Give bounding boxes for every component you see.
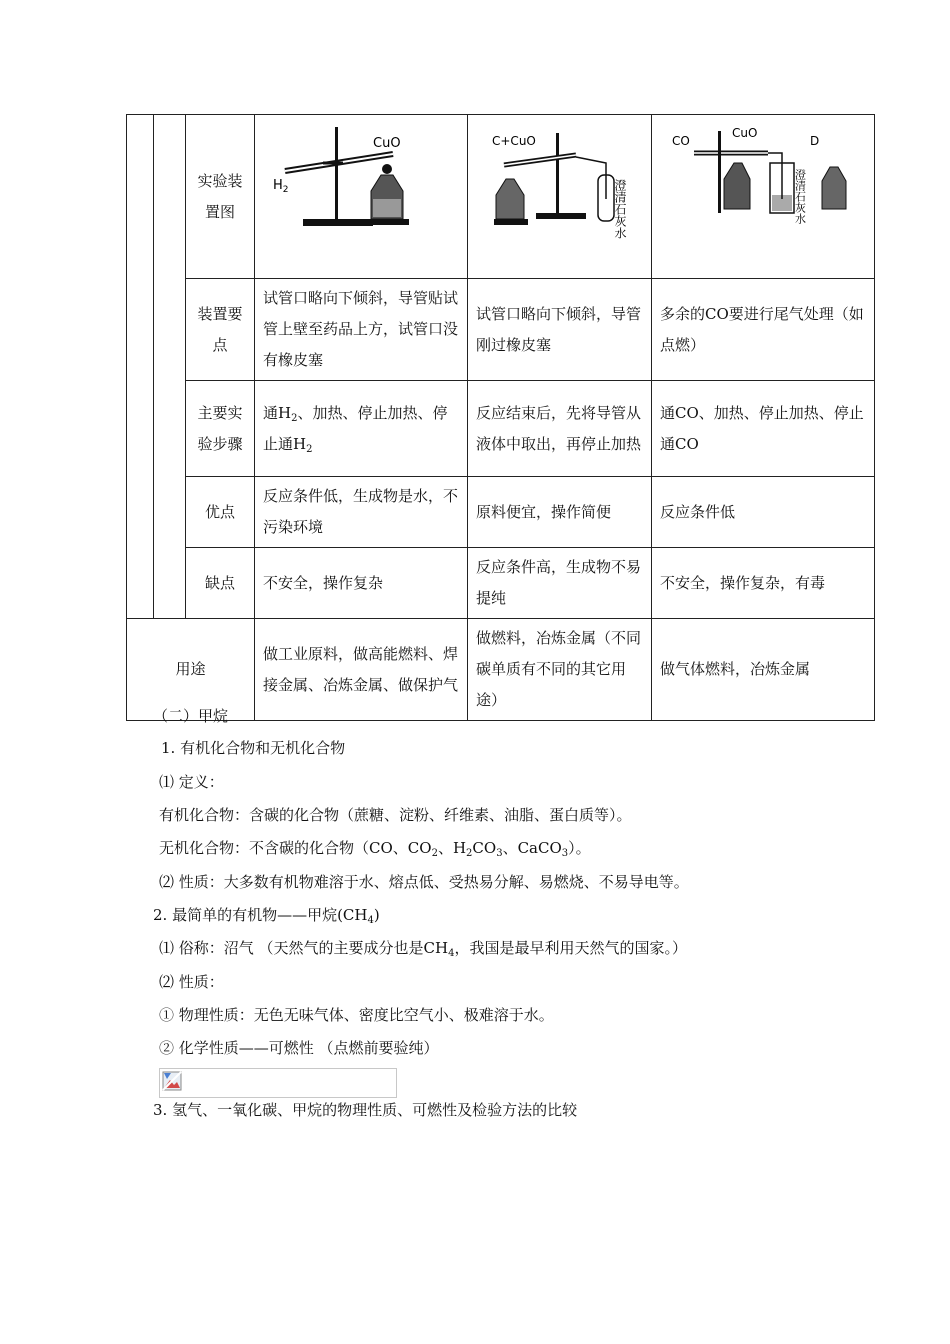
co-reduction-apparatus xyxy=(660,119,866,263)
co-limewater-label: 澄清石灰水 xyxy=(793,169,807,224)
cons-co: 不安全，操作复杂，有毒 xyxy=(652,548,875,619)
blank-col-2 xyxy=(154,115,186,619)
h2-cuo-label: CuO xyxy=(373,136,401,151)
co-apparatus-image xyxy=(652,115,875,279)
pros-co: 反应条件低 xyxy=(652,477,875,548)
chemical-properties: ② 化学性质——可燃性 （点燃前要验纯） xyxy=(159,1039,439,1057)
cons-c: 反应条件高，生成物不易提纯 xyxy=(468,548,652,619)
properties-line: ⑵ 性质：大多数有机物难溶于水、熔点低、受热易分解、易燃烧、不易导电等。 xyxy=(159,873,689,891)
alias-line: ⑴ 俗称：沼气 （天然气的主要成分也是$CH_4$，我国是最早利用天然气的国家。） xyxy=(159,939,687,959)
co-gas-label: CO xyxy=(672,134,690,148)
c-limewater-label: 澄清石灰水 xyxy=(613,179,627,239)
broken-image-icon xyxy=(162,1071,182,1091)
steps-c: 反应结束后，先将导管从液体中取出，再停止加热 xyxy=(468,381,652,477)
pros-c: 原料便宜，操作简便 xyxy=(468,477,652,548)
definition-label: ⑴ 定义： xyxy=(159,773,224,791)
c-cuo-label: C+CuO xyxy=(492,134,536,148)
row-label-setup: 装置要点 xyxy=(186,279,255,381)
h2-reduction-apparatus xyxy=(263,119,459,263)
physical-properties: ① 物理性质：无色无味气体、密度比空气小、极难溶于水。 xyxy=(159,1006,554,1024)
row-label-cons: 缺点 xyxy=(186,548,255,619)
c-apparatus-image xyxy=(468,115,652,279)
setup-co: 多余的CO要进行尾气处理（如点燃） xyxy=(652,279,875,381)
inorganic-definition: 无机化合物：不含碳的化合物（CO、$CO_2$、$H_2CO_3$、CaCO$_3$）。 xyxy=(159,839,591,859)
heading-2: 2. 最简单的有机物——甲烷$(CH_4)$ xyxy=(153,906,380,926)
row-label-steps: 主要实验步骤 xyxy=(186,381,255,477)
h2-apparatus-image xyxy=(255,115,468,279)
blank-col-1 xyxy=(127,115,154,619)
organic-definition: 有机化合物：含碳的化合物（蔗糖、淀粉、纤维素、油脂、蛋白质等）。 xyxy=(159,806,632,824)
use-h2: 做工业原料，做高能燃料、焊接金属、冶炼金属、做保护气 xyxy=(255,619,468,721)
setup-h2: 试管口略向下倾斜，导管贴试管上壁至药品上方，试管口没有橡皮塞 xyxy=(255,279,468,381)
row-label-apparatus: 实验装置图 xyxy=(186,115,255,279)
heading-3: 3. 氢气、一氧化碳、甲烷的物理性质、可燃性及检验方法的比较 xyxy=(153,1101,578,1119)
cons-h2: 不安全，操作复杂 xyxy=(255,548,468,619)
steps-h2: 通$H_2$、加热、停止加热、停止通$H_2$ xyxy=(255,381,468,477)
h2-gas-label: H xyxy=(273,178,283,193)
pros-h2: 反应条件低，生成物是水，不污染环境 xyxy=(255,477,468,548)
use-co: 做气体燃料，冶炼金属 xyxy=(652,619,875,721)
co-cuo-label: CuO xyxy=(732,126,758,140)
c-reduction-apparatus xyxy=(476,119,643,263)
broken-image-placeholder xyxy=(159,1068,397,1098)
section-heading: （二）甲烷 xyxy=(153,707,229,725)
co-d-label: D xyxy=(810,134,820,148)
row-label-use: 用途 xyxy=(127,619,255,721)
properties-label: ⑵ 性质： xyxy=(159,973,224,991)
use-c: 做燃料，冶炼金属（不同碳单质有不同的其它用途） xyxy=(468,619,652,721)
heading-1: 1. 有机化合物和无机化合物 xyxy=(161,739,346,757)
row-label-pros: 优点 xyxy=(186,477,255,548)
steps-co: 通CO、加热、停止加热、停止通CO xyxy=(652,381,875,477)
setup-c: 试管口略向下倾斜，导管刚过橡皮塞 xyxy=(468,279,652,381)
svg-text:H2: $H_2$ xyxy=(273,178,289,195)
comparison-table xyxy=(126,114,875,721)
